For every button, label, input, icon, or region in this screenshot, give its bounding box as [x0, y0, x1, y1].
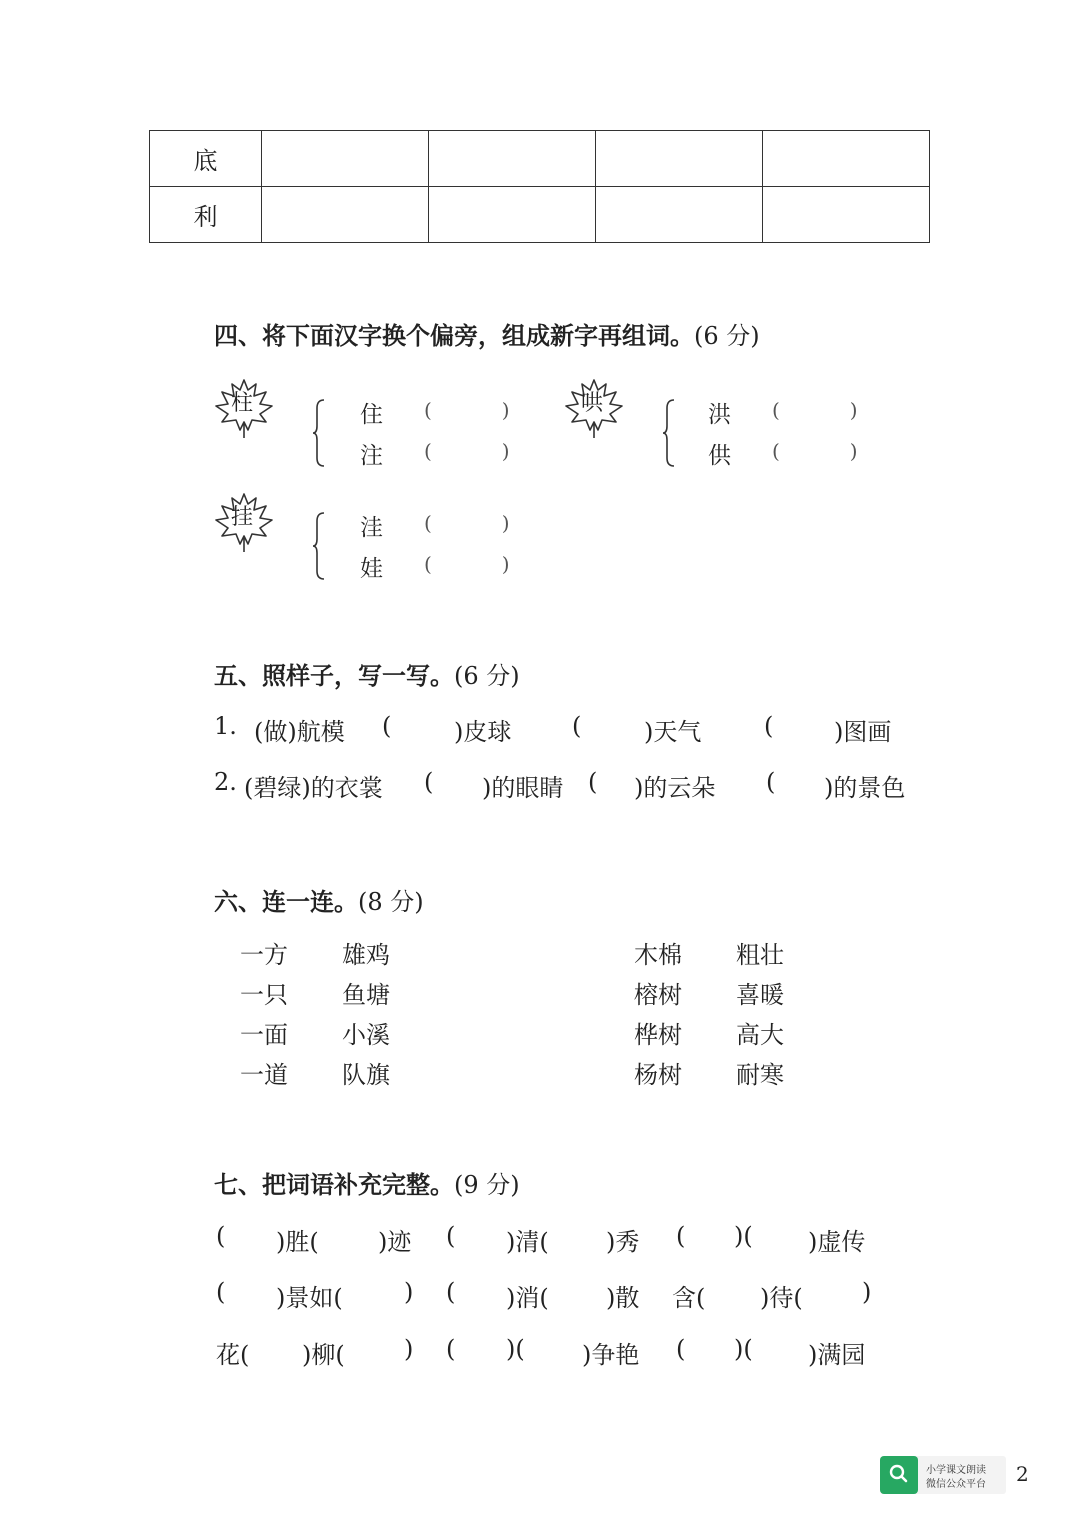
- idiom-blank[interactable]: (: [216, 1278, 226, 1306]
- answer-blank[interactable]: ( ): [772, 398, 858, 422]
- example-phrase: (碧绿)的衣裳: [244, 774, 383, 802]
- idiom-blank[interactable]: )虚传: [808, 1228, 866, 1256]
- idiom-blank[interactable]: )(: [734, 1335, 753, 1363]
- match-item[interactable]: 桦树: [634, 1021, 682, 1049]
- match-item[interactable]: 粗壮: [736, 941, 784, 969]
- idiom-blank[interactable]: )柳(: [302, 1341, 345, 1369]
- leaf-character: 挂: [230, 505, 253, 530]
- section-title-text: 七、把词语补充完整。: [214, 1171, 454, 1199]
- answer-cell[interactable]: [763, 131, 930, 187]
- table-row: [150, 131, 930, 187]
- answer-blank[interactable]: (: [764, 712, 774, 740]
- idiom-blank[interactable]: (: [446, 1335, 456, 1363]
- answer-blank[interactable]: ( ): [772, 439, 858, 463]
- match-item[interactable]: 一道: [240, 1061, 288, 1089]
- item-number: 1.: [214, 712, 237, 740]
- leaf-character: 柱: [230, 391, 253, 416]
- match-item[interactable]: 小溪: [342, 1021, 390, 1049]
- brace-icon: [312, 398, 326, 468]
- section-6-title: [214, 882, 424, 917]
- item-number: 2.: [214, 768, 237, 796]
- wechat-badge[interactable]: [880, 1456, 1006, 1494]
- section-points: (6 分): [454, 662, 520, 690]
- section-points: (6 分): [694, 322, 760, 350]
- word-char: 娃: [360, 556, 383, 582]
- idiom-blank[interactable]: (: [676, 1335, 686, 1363]
- idiom-blank[interactable]: )满园: [808, 1341, 866, 1369]
- phrase-text: )图画: [834, 718, 892, 746]
- answer-cell[interactable]: [596, 187, 763, 243]
- section-points: (9 分): [454, 1171, 520, 1199]
- example-phrase: (做)航模: [254, 718, 345, 746]
- answer-blank[interactable]: (: [424, 768, 434, 796]
- match-item[interactable]: 耐寒: [736, 1061, 784, 1089]
- idiom-blank[interactable]: )景如(: [276, 1284, 343, 1312]
- page-number: 2: [1016, 1462, 1029, 1486]
- maple-leaf-icon: [212, 376, 276, 440]
- brace-icon: [662, 398, 676, 468]
- section-title-text: 六、连一连。: [214, 888, 358, 916]
- idiom-blank[interactable]: (: [216, 1222, 226, 1250]
- brace-icon: [312, 511, 326, 581]
- idiom-blank[interactable]: ): [862, 1278, 872, 1306]
- match-item[interactable]: 队旗: [342, 1061, 390, 1089]
- phrase-text: )的眼睛: [482, 774, 564, 802]
- section-5-title: [214, 656, 520, 691]
- answer-cell[interactable]: [763, 187, 930, 243]
- idiom-blank[interactable]: )(: [506, 1335, 525, 1363]
- table-row: [150, 187, 930, 243]
- idiom-blank[interactable]: )胜(: [276, 1228, 319, 1256]
- idiom-blank[interactable]: )(: [734, 1222, 753, 1250]
- word-char: 洪: [708, 402, 731, 428]
- word-char: 住: [360, 402, 383, 428]
- answer-blank[interactable]: ( ): [424, 511, 510, 535]
- answer-blank[interactable]: ( ): [424, 439, 510, 463]
- maple-leaf-icon: [562, 376, 626, 440]
- phrase-text: )的景色: [824, 774, 906, 802]
- word-char: 供: [708, 443, 731, 469]
- match-item[interactable]: 一面: [240, 1021, 288, 1049]
- match-item[interactable]: 鱼塘: [342, 981, 390, 1009]
- match-item[interactable]: 一只: [240, 981, 288, 1009]
- idiom-blank[interactable]: )秀: [606, 1228, 640, 1256]
- section-title-text: 四、将下面汉字换个偏旁，组成新字再组词。: [214, 322, 694, 350]
- idiom-blank[interactable]: )待(: [760, 1284, 803, 1312]
- idiom-blank[interactable]: )消(: [506, 1284, 549, 1312]
- word-char: 洼: [360, 515, 383, 541]
- idiom-blank[interactable]: )散: [606, 1284, 640, 1312]
- answer-cell[interactable]: [262, 131, 429, 187]
- table-row-head: 底: [150, 131, 262, 187]
- answer-cell[interactable]: [429, 187, 596, 243]
- match-item[interactable]: 榕树: [634, 981, 682, 1009]
- phrase-text: )的云朵: [634, 774, 716, 802]
- answer-cell[interactable]: [262, 187, 429, 243]
- badge-subtitle: 微信公众平台: [926, 1479, 986, 1490]
- answer-cell[interactable]: [596, 131, 763, 187]
- idiom-blank[interactable]: )迹: [378, 1228, 412, 1256]
- idiom-blank[interactable]: 花(: [216, 1341, 250, 1369]
- badge-title: 小学课文朗读: [926, 1465, 986, 1476]
- match-item[interactable]: 一方: [240, 941, 288, 969]
- idiom-blank[interactable]: (: [676, 1222, 686, 1250]
- idiom-blank[interactable]: )争艳: [582, 1341, 640, 1369]
- section-4-title: [214, 316, 760, 351]
- match-item[interactable]: 木棉: [634, 941, 682, 969]
- character-table: [149, 130, 930, 243]
- table-row-head: 利: [150, 187, 262, 243]
- idiom-blank[interactable]: ): [404, 1335, 414, 1363]
- phrase-text: )天气: [644, 718, 702, 746]
- match-item[interactable]: 杨树: [634, 1061, 682, 1089]
- idiom-blank[interactable]: ): [404, 1278, 414, 1306]
- answer-blank[interactable]: ( ): [424, 398, 510, 422]
- idiom-blank[interactable]: 含(: [672, 1284, 706, 1312]
- answer-blank[interactable]: (: [588, 768, 598, 796]
- match-item[interactable]: 高大: [736, 1021, 784, 1049]
- phrase-text: )皮球: [454, 718, 512, 746]
- answer-blank[interactable]: (: [766, 768, 776, 796]
- search-icon: [880, 1456, 918, 1494]
- match-item[interactable]: 喜暖: [736, 981, 784, 1009]
- answer-cell[interactable]: [429, 131, 596, 187]
- leaf-character: 哄: [580, 391, 603, 416]
- word-char: 注: [360, 443, 383, 469]
- idiom-blank[interactable]: )清(: [506, 1228, 549, 1256]
- match-item[interactable]: 雄鸡: [342, 941, 390, 969]
- section-7-title: [214, 1165, 520, 1200]
- answer-blank[interactable]: (: [382, 712, 392, 740]
- section-points: (8 分): [358, 888, 424, 916]
- idiom-blank[interactable]: (: [446, 1222, 456, 1250]
- section-title-text: 五、照样子，写一写。: [214, 662, 454, 690]
- answer-blank[interactable]: (: [572, 712, 582, 740]
- idiom-blank[interactable]: (: [446, 1278, 456, 1306]
- answer-blank[interactable]: ( ): [424, 552, 510, 576]
- maple-leaf-icon: [212, 490, 276, 554]
